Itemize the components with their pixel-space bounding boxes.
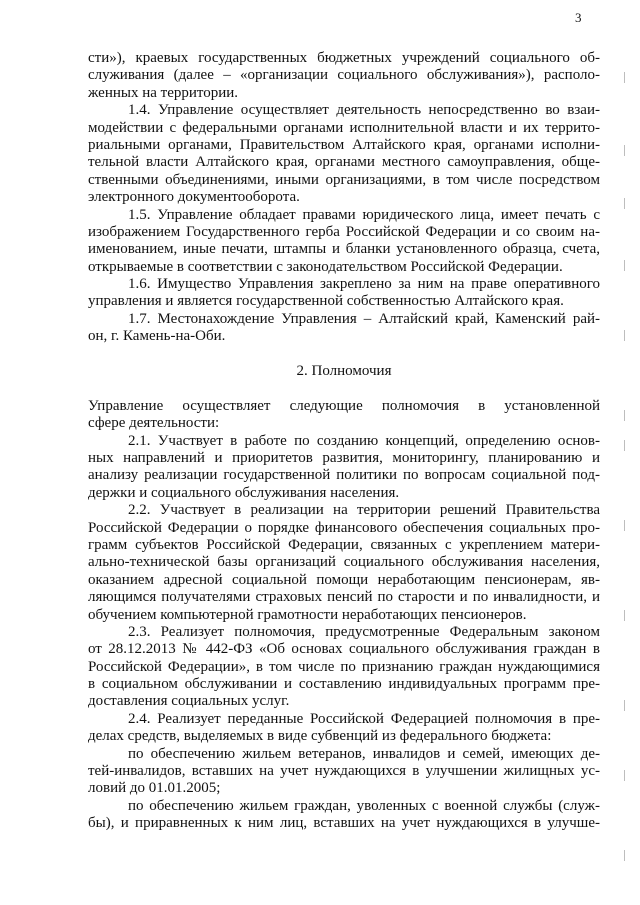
blank-line bbox=[88, 346, 600, 363]
text-line: 2.1. Участвует в работе по созданию концепций, определению основ- bbox=[128, 432, 600, 449]
text-line: ственными объединениями, иными организациями, в том числе посредством bbox=[88, 171, 600, 188]
text-line: тей-инвалидов, вставших на учет нуждающихся в улучшении жилищных ус- bbox=[88, 763, 600, 780]
text-line: 1.5. Управление обладает правами юридического лица, имеет печать с bbox=[128, 206, 600, 223]
text-line: по обеспечению жильем ветеранов, инвалидов и семей, имеющих де- bbox=[128, 745, 600, 762]
text-line: 1.4. Управление осуществляет деятельность непосредственно во взаи- bbox=[128, 102, 600, 119]
blank-line bbox=[88, 380, 600, 397]
scan-mark bbox=[624, 850, 625, 861]
scan-mark bbox=[624, 145, 625, 156]
text-line: ляющимся получателями страховых пенсий по старости и по инвалидности, и bbox=[88, 589, 600, 606]
text-line: 2.3. Реализует полномочия, предусмотренные Федеральным законом bbox=[128, 623, 600, 640]
text-line: именованием, иные печати, штампы и бланки установленного образца, счета, bbox=[88, 241, 600, 258]
text-line: сфере деятельности: bbox=[88, 415, 220, 432]
text-line: 2.2. Участвует в реализации на территории решений Правительства bbox=[128, 502, 600, 519]
scan-mark bbox=[624, 330, 625, 341]
text-line: электронного документооборота. bbox=[88, 189, 300, 206]
page-number: 3 bbox=[575, 10, 582, 25]
text-line: Российской Федерации о порядке финансового обеспечения социальных про- bbox=[88, 519, 600, 536]
text-line: 1.7. Местонахождение Управления – Алтайский край, Каменский рай- bbox=[128, 310, 600, 327]
text-line: изображением Государственного герба Российской Федерации и со своим на- bbox=[88, 223, 600, 240]
scan-mark bbox=[624, 700, 625, 711]
text-line: грамм субъектов Российской Федерации, связанных с укреплением матери- bbox=[88, 536, 600, 553]
document-body bbox=[88, 50, 600, 833]
text-line: открываемые в соответствии с законодательством Российской Федерации. bbox=[88, 258, 563, 275]
text-line: он, г. Камень-на-Оби. bbox=[88, 328, 226, 345]
text-line: 2.4. Реализует переданные Российской Федерацией полномочия в пре- bbox=[128, 710, 600, 727]
text-line: бы), и приравненных к ним лиц, вставших на учет нуждающихся в улучше- bbox=[88, 815, 600, 832]
text-line: модействии с федеральными органами исполнительной власти и их террито- bbox=[88, 119, 600, 136]
text-line: сти»), краевых государственных бюджетных учреждений социального об- bbox=[88, 50, 600, 66]
text-line: управления и является государственной собственностью Алтайского края. bbox=[88, 293, 564, 310]
text-line: в социальном обслуживании и составлению индивидуальных программ пре- bbox=[88, 676, 600, 693]
text-line: делах средств, выделяемых в виде субвенций из федерального бюджета: bbox=[88, 728, 552, 745]
scan-margin-marks bbox=[622, 0, 628, 905]
text-line: обучением компьютерной грамотности неработающих пенсионеров. bbox=[88, 606, 527, 623]
text-line: держки и социального обслуживания населения. bbox=[88, 484, 400, 501]
text-line: тельной власти Алтайского края, органами местного самоуправления, обще- bbox=[88, 154, 600, 171]
text-line: от 28.12.2013 № 442-ФЗ «Об основах социального обслуживания граждан в bbox=[88, 641, 600, 658]
scan-mark bbox=[624, 610, 625, 621]
scan-mark bbox=[624, 770, 625, 781]
text-line: оказанием адресной социальной помощи неработающим пенсионерам, яв- bbox=[88, 571, 600, 588]
text-line: Российской Федерации», в том числе по признанию граждан нуждающимися bbox=[88, 658, 600, 675]
text-line: риальными органами, Правительством Алтайского края, органами исполни- bbox=[88, 136, 600, 153]
text-line: ных направлений и приоритетов развития, мониторингу, планированию и bbox=[88, 449, 600, 466]
text-line: доставления социальных услуг. bbox=[88, 693, 290, 710]
text-line: Управление осуществляет следующие полномочия в установленной bbox=[88, 397, 600, 414]
scan-mark bbox=[624, 520, 625, 531]
scan-mark bbox=[624, 72, 625, 83]
scan-mark bbox=[624, 440, 625, 451]
text-line: по обеспечению жильем граждан, уволенных с военной службы (служ- bbox=[128, 797, 600, 814]
text-line: анализу реализации государственной политики по вопросам социальной под- bbox=[88, 467, 600, 484]
scan-mark bbox=[624, 410, 625, 421]
text-line: женных на территории. bbox=[88, 84, 239, 101]
text-line: ально-технической базы организаций социального обслуживания населения, bbox=[88, 554, 600, 571]
scan-mark bbox=[624, 260, 625, 271]
text-line: служивания (далее – «организации социального обслуживания»), располо- bbox=[88, 67, 600, 84]
text-line: ловий до 01.01.2005; bbox=[88, 780, 221, 797]
text-line: 1.6. Имущество Управления закреплено за ним на праве оперативного bbox=[128, 276, 600, 293]
section-heading: 2. Полномочия bbox=[296, 363, 392, 380]
scan-mark bbox=[624, 198, 625, 209]
